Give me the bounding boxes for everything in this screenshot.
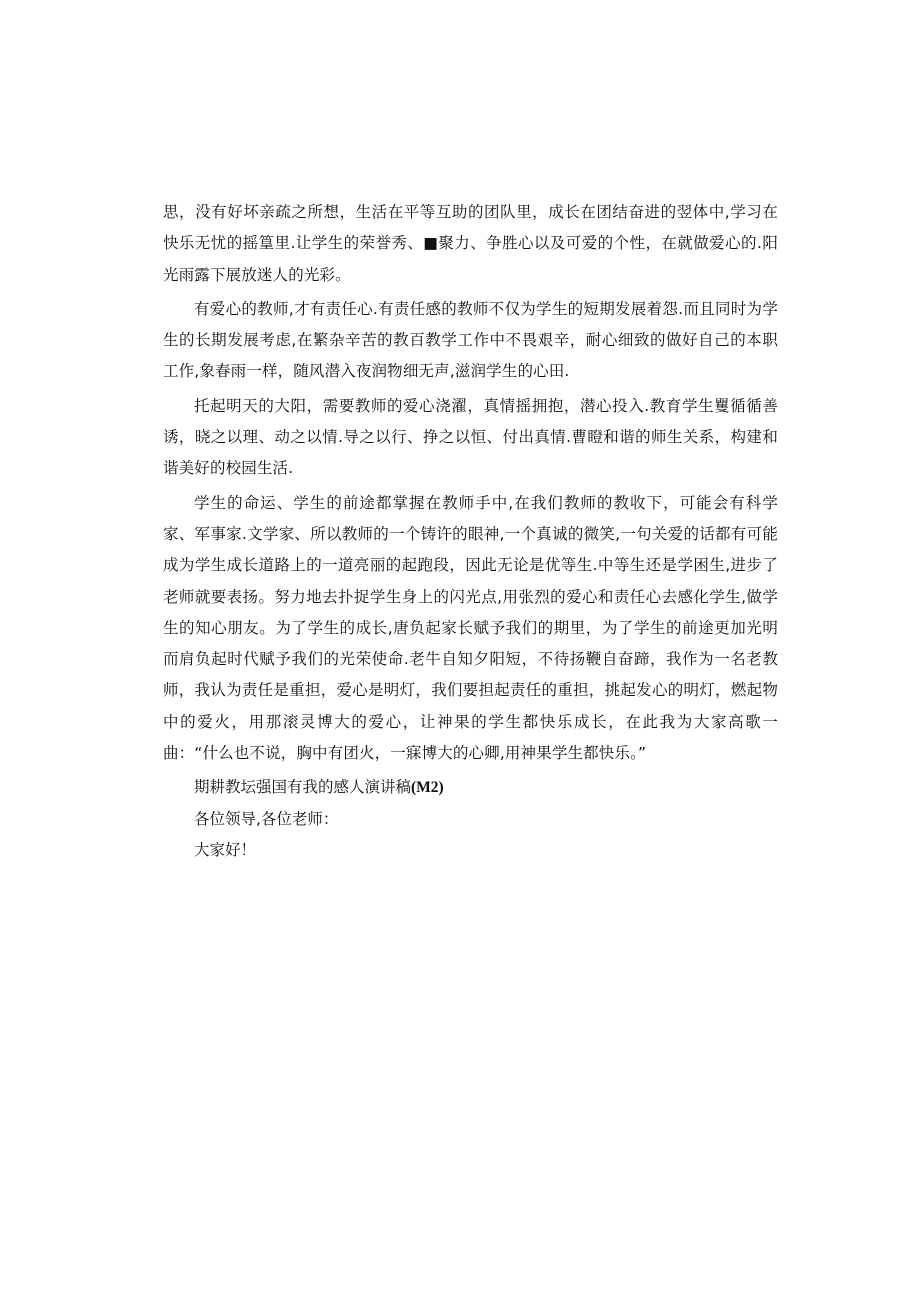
speech-title-text: 期耕教坛强国有我的感人演讲稿 xyxy=(194,778,412,797)
paragraph-4: 学生的命运、学生的前途都掌握在教师手中,在我们教师的教收下，可能会有科学家、军事家.文学家、所以教师的一个铸许的眼神,一个真诚的微笑,一句关爱的话都有可能成为学生成长道路上的一道亮丽的起跑段，因此无论是优等生.中等生还是学困生,进步了老师就要表扬。努力地去扑捉学生身上的闪光点,用张烈的爱心和责任心去感化学生,做学生的知心朋友。为了学生的成长,唐负起家长赋予我们的期里，为了学生的前途更加光明而肩负起时代赋予我们的光荣使命.老牛自知夕阳短，不待扬鞭自奋蹄，我作为一名老教师，我认为责任是重担，爱心是明灯，我们要担起责任的重担，挑起发心的明灯，燃起物中的爱火，用那滚灵博大的爱心，让神果的学生都快乐成长，在此我为大家高歌一曲：“什么也不说，胸中有团火，一寐博大的心卿,用神果学生都快乐。” xyxy=(163,493,778,763)
document-body xyxy=(163,197,778,866)
paragraph-1: 思，没有好坏亲疏之所想，生活在平等互助的团队里，成长在团结奋进的翌体中,学习在快乐无忧的摇篁里.让学生的荣誉秀、■聚力、争胜心以及可爱的个性，在就做爱心的.阳光雨露下展放迷人的光彩。 xyxy=(163,203,778,284)
speech-greeting: 各位领导,各位老师： xyxy=(194,809,339,828)
speech-title xyxy=(163,772,778,803)
paragraph-2: 有爱心的教师,才有责任心.有责任感的教师不仅为学生的短期发展着怨.而且同时为学生的长期发展考虑,在繁杂辛苦的教百教学工作中不畏艰辛，耐心细致的做好自己的本职工作,象春雨一样，随风潜入夜润物细无声,滋润学生的心田. xyxy=(163,299,778,381)
speech-title-suffix: (M2) xyxy=(411,779,444,797)
speech-salutation: 大家好！ xyxy=(194,840,257,859)
paragraph-3: 托起明天的大阳，需要教师的爱心浇濯，真情摇拥抱，潜心投入.教育学生矍循循善诱，晓之以理、动之以情.导之以行、挣之以恒、付出真情.曹瞪和谐的师生关系，构建和谐美好的校园生活. xyxy=(163,396,778,478)
